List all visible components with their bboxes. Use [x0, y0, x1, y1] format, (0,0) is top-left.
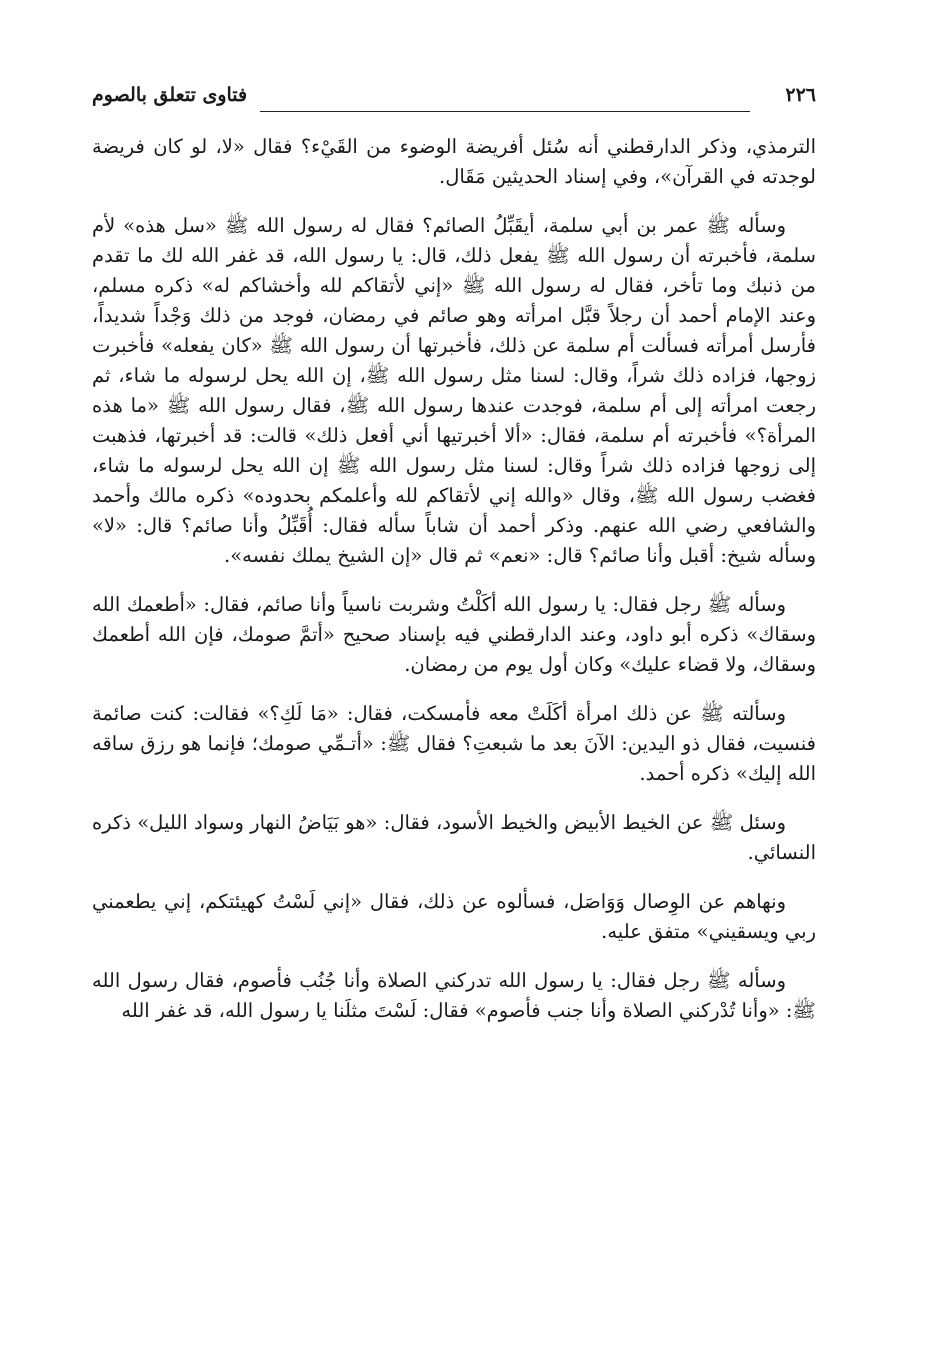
paragraph: وسأله ﷺ عمر بن أبي سلمة، أيقَبِّلُ الصائم؟ فقال له رسول الله ﷺ «سل هذه» لأم سلمة، فأخبرته أن رسول الله ﷺ يفعل ذلك، قال: يا رسول الله، قد غفر الله لك ما تقدم من ذنبك وما تأخر، فقال له رسول الله ﷺ «إني لأتقاكم لله وأخشاكم له» ذكره مسلم، وعند الإمام أحمد أن رجلاً قبَّل امرأته وهو صائم في رمضان، فوجد من ذلك وَجْداً شديداً، فأرسل أمرأته فسألت أم سلمة عن ذلك، فأخبرتها أن رسول الله ﷺ «كان يفعله» فأخبرت زوجها، فزاده ذلك شراً، وقال: لسنا مثل رسول الله ﷺ، إن الله يحل لرسوله ما شاء، ثم رجعت امرأته إلى أم سلمة، فوجدت عندها رسول الله ﷺ، فقال رسول الله ﷺ «ما هذه المرأة؟» فأخبرته أم سلمة، فقال: «ألا أخبرتيها أني أفعل ذلك» قالت: قد أخبرتها، فذهبت إلى زوجها فزاده ذلك شراً وقال: لسنا مثل رسول الله ﷺ إن الله يحل لرسوله ما شاء، فغضب رسول الله ﷺ، وقال «والله إني لأتقاكم لله وأعلمكم بحدوده» ذكره مالك وأحمد والشافعي رضي الله عنهم. وذكر أحمد أن شاباً سأله فقال: أُقَبِّلُ وأنا صائم؟ قال: «لا» وسأله شيخ: أقبل وأنا صائم؟ قال: «نعم» ثم قال «إن الشيخ يملك نفسه». [92, 214, 816, 567]
header-rule [260, 111, 750, 112]
paragraph: وسأله ﷺ رجل فقال: يا رسول الله تدركني الصلاة وأنا جُنُب فأصوم، فقال رسول الله ﷺ: «وأنا تُدْركني الصلاة وأنا جنب فأصوم» فقال: لَسْتَ مثلَنا يا رسول الله، قد غفر الله [92, 969, 816, 1022]
paragraph: ونهاهم عن الوِصال وَوَاصَل، فسألوه عن ذلك، فقال «إني لَسْتُ كهيئتكم، إني يطعمني ربي ويسقيني» متفق عليه. [92, 890, 816, 943]
paragraph: وسألته ﷺ عن ذلك امرأة أكَلَتْ معه فأمسكت، فقال: «مَا لَكِ؟» فقالت: كنت صائمة فنسيت، فقال ذو اليدين: الآنَ بعد ما شبعتِ؟ فقال ﷺ: «أتـمِّي صومك؛ فإنما هو رزق ساقه الله إليك» ذكره أحمد. [92, 702, 816, 785]
running-title: فتاوى تتعلق بالصوم [92, 84, 248, 106]
paragraph: وسئل ﷺ عن الخيط الأبيض والخيط الأسود، فقال: «هو بَيَاضُ النهار وسواد الليل» ذكره النسائي. [92, 811, 816, 864]
paragraph: الترمذي، وذكر الدارقطني أنه سُئل أفريضة الوضوء من القَيْء؟ فقال «لا، لو كان فريضة لوجدته في القرآن»، وفي إسناد الحديثين مَقَال. [92, 135, 816, 188]
running-header [92, 78, 816, 118]
page-number: ٢٢٦ [785, 84, 816, 106]
paragraph: وسأله ﷺ رجل فقال: يا رسول الله أكَلْتُ وشربت ناسياً وأنا صائم، فقال: «أطعمك الله وسقاك» ذكره أبو داود، وعند الدارقطني فيه بإسناد صحيح «أتمَّ صومك، فإن الله أطعمك وسقاك، ولا قضاء عليك» وكان أول يوم من رمضان. [92, 593, 816, 676]
book-page [92, 78, 816, 1318]
page-body [92, 132, 816, 1026]
